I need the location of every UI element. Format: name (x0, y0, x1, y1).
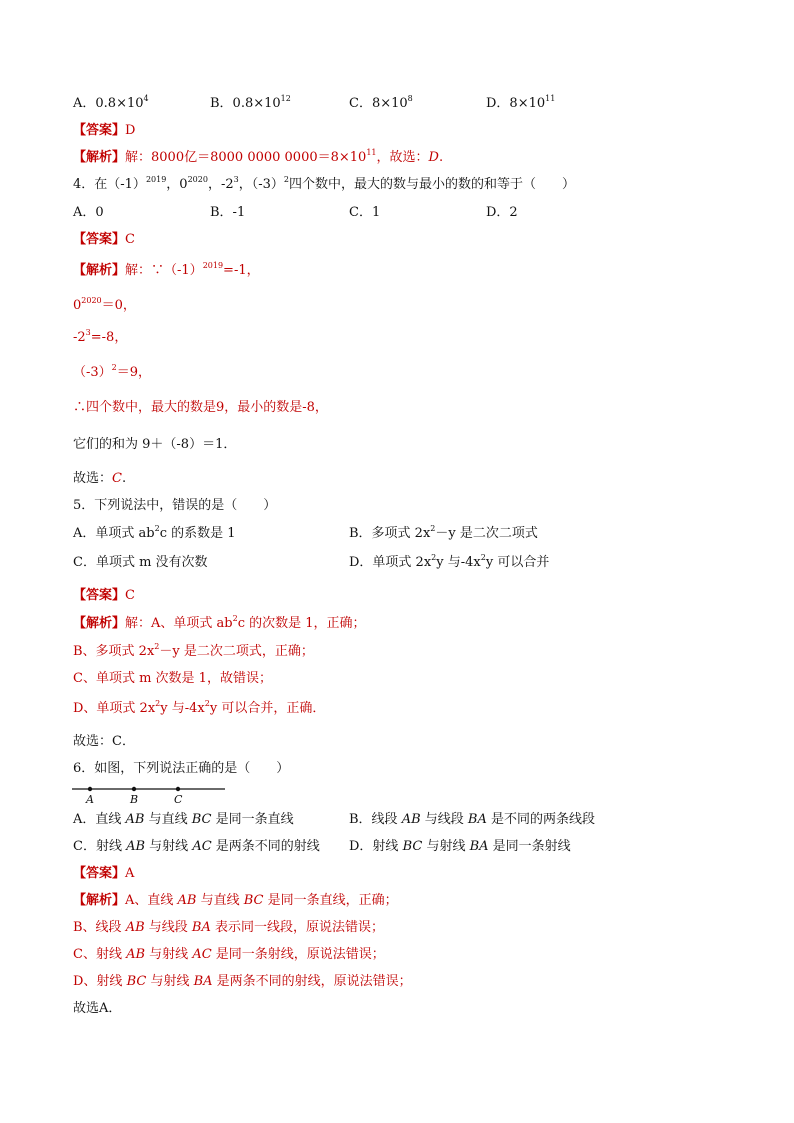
q3-option-c: C．$8\times 10^8$ (349, 94, 413, 111)
label-b: B (130, 793, 139, 805)
q5-option-b: B．多项式 $2x^2-y$ 是二次二项式 (349, 524, 538, 541)
q5-analysis-line-4: D、单项式 $2x^2y$ 与$-4x^2y$ 可以合并，正确． (73, 699, 326, 716)
q6-stem: 6．如图，下列说法正确的是（ ） (73, 761, 290, 776)
q5-option-c: C．单项式 m 没有次数 (73, 555, 208, 570)
q4-option-c: C．1 (349, 205, 381, 220)
q3-answer: 【答案】D (73, 123, 136, 138)
q3-option-d: D．$8\times 10^{11}$ (486, 94, 556, 111)
line-figure (70, 783, 230, 805)
q4-answer: 【答案】C (73, 232, 135, 247)
q6-analysis-line-3: C、射线 AB 与射线 AC 是同一条射线，原说法错误； (73, 947, 385, 962)
point-c (176, 787, 180, 791)
q5-stem: 5．下列说法中，错误的是（ ） (73, 498, 277, 513)
q5-analysis-line-3: C、单项式 m 次数是 1，故错误； (73, 671, 272, 686)
q4-option-b: B．-1 (210, 205, 246, 220)
q4-stem: 4．在$(-1)^{2019}$，$0^{2020}$，$-2^3$，$(-3)^2$四个数中，最大的数与最小的数的和等于（ ） (73, 175, 575, 192)
label-a: A (86, 793, 94, 805)
q3-option-b: B．$0.8\times 10^{12}$ (210, 94, 291, 111)
q4-option-d: D．2 (486, 205, 518, 220)
q4-analysis-line-2: $0^{2020}=0$， (73, 296, 136, 313)
q4-analysis-line-7: 故选：C. (73, 471, 127, 486)
q4-analysis-line-4: $(-3)^2=9$， (73, 363, 152, 380)
q3-analysis: 【解析】解：8000亿＝8000 0000 $0000=8\times 10^{11}$，故选：D. (73, 148, 444, 165)
q6-answer: 【答案】A (73, 866, 135, 881)
q4-analysis-line-3: $-2^3=-8$， (73, 328, 128, 345)
q4-analysis-line-5: ∴四个数中，最大的数是9，最小的数是-8， (73, 400, 328, 415)
q5-analysis-line-1: 【解析】解：A、单项式 $ab^2c$ 的次数是 1，正确； (73, 614, 366, 631)
q4-option-a: A．0 (73, 205, 104, 220)
point-b (132, 787, 136, 791)
q5-option-a: A．单项式 $ab^2c$ 的系数是 1 (73, 524, 236, 541)
q5-option-d: D．单项式 $2x^2y$ 与$-4x^2y$ 可以合并 (349, 553, 550, 570)
q6-analysis-line-2: B、线段 AB 与线段 BA 表示同一线段，原说法错误； (73, 920, 384, 935)
q6-option-a: A．直线 AB 与直线 BC 是同一条直线 (73, 812, 294, 827)
q6-option-c: C．射线 AB 与射线 AC 是两条不同的射线 (73, 839, 320, 854)
label-c: C (174, 793, 183, 805)
q4-analysis-line-1: 【解析】解：$\because(-1)^{2019}=-1$， (73, 261, 260, 278)
q6-analysis-line-4: D、射线 BC 与射线 BA 是两条不同的射线，原说法错误； (73, 974, 412, 989)
q5-analysis-line-5: 故选：C． (73, 734, 135, 749)
q6-option-b: B．线段 AB 与线段 BA 是不同的两条线段 (349, 812, 595, 827)
q3-option-a: A．$0.8\times 10^4$ (73, 94, 149, 111)
q5-answer: 【答案】C (73, 588, 135, 603)
q5-analysis-line-2: B、多项式 $2x^2-y$ 是二次二项式，正确； (73, 642, 314, 659)
q6-option-d: D．射线 BC 与射线 BA 是同一条射线 (349, 839, 571, 854)
q6-analysis-line-1: 【解析】A、直线 AB 与直线 BC 是同一条直线，正确； (73, 893, 398, 908)
point-a (88, 787, 92, 791)
q4-analysis-line-6: 它们的和为 9＋（-8）＝1． (73, 437, 237, 452)
q6-analysis-line-5: 故选A． (73, 1001, 122, 1016)
